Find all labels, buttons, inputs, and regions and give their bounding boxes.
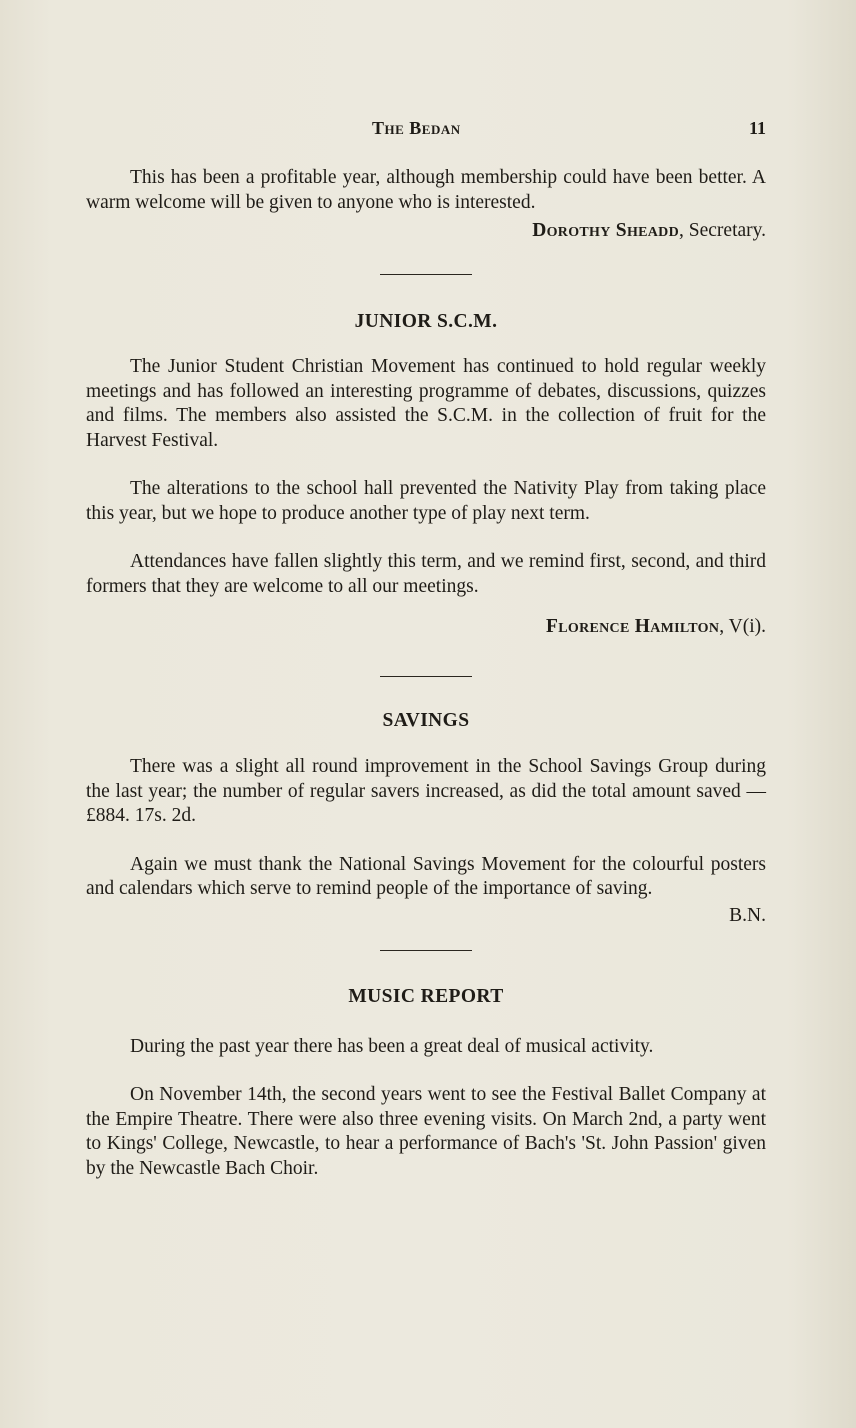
signature-name: Dorothy Sheadd: [532, 220, 680, 241]
intro-paragraph: This has been a profitable year, although membership could have been better. A warm welcome will be given to anyone who is interested.: [86, 167, 766, 213]
junior-scm-paragraph-1: The Junior Student Christian Movement has continued to hold regular weekly meetings and has followed an interesting programme of debates, discussions, quizzes and films. The members also assisted the S.C.M. in the collection of fruit for the Harvest Festival.: [86, 356, 766, 451]
signature-name: Florence Hamilton: [546, 616, 720, 637]
intro-signature: [86, 219, 766, 244]
junior-scm-section: [86, 310, 766, 640]
music-report-heading: MUSIC REPORT: [348, 986, 504, 1007]
signature-role: , Secretary.: [679, 220, 766, 241]
section-divider: [380, 950, 472, 951]
music-report-section: [86, 985, 766, 1181]
section-divider: [380, 676, 472, 677]
junior-scm-paragraph-2: The alterations to the school hall prevented the Nativity Play from taking place this year, but we hope to produce another type of play next term.: [86, 478, 766, 524]
savings-paragraph-1: There was a slight all round improvement in the School Savings Group during the last year; the number of regular savers increased, as did the total amount saved — £884. 17s. 2d.: [86, 756, 766, 826]
savings-signature: B.N.: [729, 904, 766, 926]
section-divider: [380, 274, 472, 275]
signature-role: , V(i).: [719, 616, 766, 637]
savings-section: [86, 709, 766, 929]
savings-heading: SAVINGS: [382, 709, 470, 731]
junior-scm-paragraph-3: Attendances have fallen slightly this term, and we remind first, second, and third formers that they are welcome to all our meetings.: [86, 551, 766, 597]
intro-section: [86, 166, 766, 244]
junior-scm-signature: [86, 615, 766, 640]
music-report-paragraph-1: During the past year there has been a great deal of musical activity.: [130, 1035, 654, 1057]
junior-scm-heading: JUNIOR S.C.M.: [354, 310, 498, 332]
page-header: [86, 118, 766, 144]
running-title: The Bedan: [372, 118, 461, 138]
savings-paragraph-2: Again we must thank the National Savings Movement for the colourful posters and calendars which serve to remind people of the importance of saving.: [86, 853, 766, 899]
page-content: [86, 166, 766, 1181]
page-number: 11: [748, 118, 766, 138]
music-report-paragraph-2: On November 14th, the second years went to see the Festival Ballet Company at the Empire Theatre. There were also three evening visits. On March 2nd, a party went to Kings' College, Newcastle, to hear a performance of Bach's 'St. John Passion' given by the Newcastle Bach Choir.: [86, 1084, 766, 1179]
